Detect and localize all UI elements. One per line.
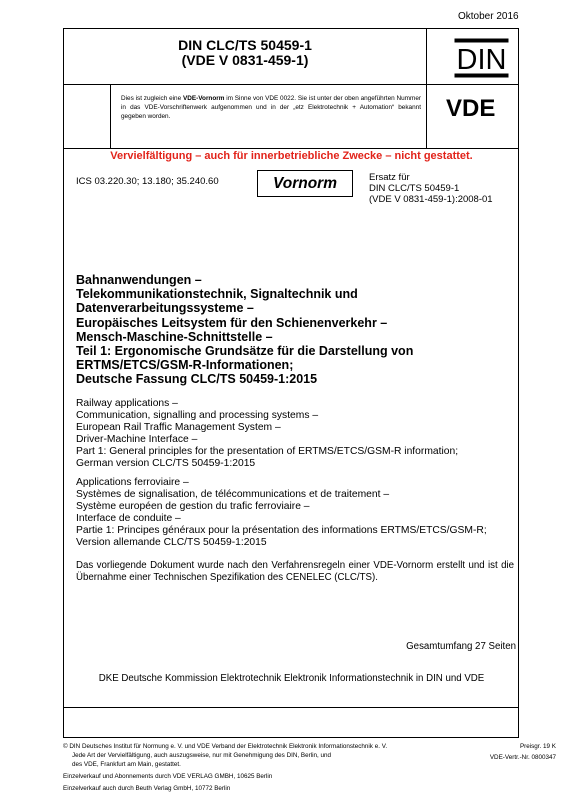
title-de-line: Telekommunikationstechnik, Signaltechnik und — [76, 287, 358, 302]
dke-committee: DKE Deutsche Kommission Elektrotechnik Elektronik Informationstechnik in DIN und VDE — [98, 673, 485, 684]
document-note: Das vorliegende Dokument wurde nach den Verfahrensregeln einer VDE-Vornorm erstellt und ist die Übernahme einer Technischen Spezifikation des CENELEC (CLC/TS). — [76, 560, 514, 583]
vde-logo: VDE — [446, 95, 496, 122]
title-de-line: Mensch-Maschine-Schnittstelle – — [76, 329, 273, 344]
replacement-line-1: Ersatz für — [369, 172, 410, 183]
title-en-line: Communication, signalling and processing systems – — [76, 410, 319, 421]
title-de-line: Teil 1: Ergonomische Grundsätze für die Darstellung von — [76, 344, 414, 359]
vde-order-number: VDE-Vertr.-Nr. 0800347 — [489, 754, 556, 761]
vde-classification: (VDE V 0831-459-1) — [181, 52, 309, 68]
title-fr-line: Interface de conduite – — [76, 513, 181, 524]
din-logo — [454, 38, 509, 78]
title-en-line: German version CLC/TS 50459-1:2015 — [76, 458, 256, 469]
title-de-line: Deutsche Fassung CLC/TS 50459-1:2015 — [76, 372, 318, 387]
vornorm-label: Vornorm — [272, 174, 337, 192]
vde-notice — [121, 94, 421, 121]
reproduction-warning: Vervielfältigung – auch für innerbetriebliche Zwecke – nicht gestattet. — [110, 150, 473, 162]
title-de-line: Bahnanwendungen – — [76, 273, 202, 287]
total-pages: Gesamtumfang 27 Seiten — [406, 641, 516, 652]
standard-title-block — [64, 38, 426, 68]
notice-text-1: Dies ist zugleich eine — [121, 95, 183, 102]
title-fr-line: Système européen de gestion du trafic ferroviaire – — [76, 501, 310, 512]
din-logo-graphic — [454, 38, 509, 78]
replacement-line-2: DIN CLC/TS 50459-1 — [369, 183, 460, 194]
replacement-line-3: (VDE V 0831-459-1):2008-01 — [369, 194, 493, 205]
title-german — [76, 273, 516, 387]
title-en-line: Driver-Machine Interface – — [76, 434, 198, 445]
header-divider-horizontal — [63, 84, 519, 85]
footer-copyright-2: Jede Art der Vervielfältigung, auch auszugsweise, nur mit Genehmigung des DIN, Berlin, und — [72, 752, 332, 759]
title-fr-line: Partie 1: Principes généraux pour la présentation des informations ERTMS/ETCS/GSM-R; — [76, 525, 487, 536]
notice-bold: VDE-Vornorm — [182, 95, 225, 102]
title-de-line: Datenverarbeitungssysteme – — [76, 301, 254, 316]
title-french — [76, 477, 516, 549]
notice-text-2: im Sinne von VDE 0022. Sie ist unter der oben angeführten Nummer in das VDE-Vorschriftenwerk aufgenommen und in der „etz Elektrotechnik + Automation“ bekannt gegeben worden. — [121, 95, 422, 120]
title-de-line: ERTMS/ETCS/GSM-R-Informationen; — [76, 358, 294, 373]
header-divider-vertical — [426, 28, 427, 148]
title-fr-line: Applications ferroviaire – — [76, 477, 189, 488]
vornorm-badge — [257, 170, 353, 197]
dke-top-rule — [63, 707, 519, 708]
standard-number: DIN CLC/TS 50459-1 — [178, 37, 312, 53]
ics-codes: ICS 03.220.30; 13.180; 35.240.60 — [76, 176, 219, 187]
price-group: Preisgr. 19 K — [519, 743, 556, 750]
footer-copyright-3: des VDE, Frankfurt am Main, gestattet. — [72, 761, 181, 768]
publication-date: Oktober 2016 — [458, 11, 519, 22]
header-bottom-rule — [63, 148, 519, 149]
title-fr-line: Version allemande CLC/TS 50459-1:2015 — [76, 537, 267, 548]
header-divider-left — [110, 84, 111, 148]
replacement-info — [369, 172, 493, 205]
title-english — [76, 398, 516, 470]
footer-sales-1: Einzelverkauf und Abonnements durch VDE VERLAG GMBH, 10625 Berlin — [63, 773, 273, 780]
title-en-line: Part 1: General principles for the presentation of ERTMS/ETCS/GSM-R information; — [76, 446, 459, 457]
title-en-line: Railway applications – — [76, 398, 178, 409]
din-logo-text: DIN — [456, 44, 507, 76]
title-de-line: Europäisches Leitsystem für den Schienenverkehr – — [76, 315, 388, 330]
title-fr-line: Systèmes de signalisation, de télécommunications et de traitement – — [76, 489, 390, 500]
footer-copyright-1: © DIN Deutsches Institut für Normung e. V. und VDE Verband der Elektrotechnik Elektronik Informationstechnik e. V. — [63, 743, 388, 750]
footer-sales-2: Einzelverkauf auch durch Beuth Verlag GmbH, 10772 Berlin — [63, 785, 231, 792]
title-en-line: European Rail Traffic Management System – — [76, 422, 281, 433]
